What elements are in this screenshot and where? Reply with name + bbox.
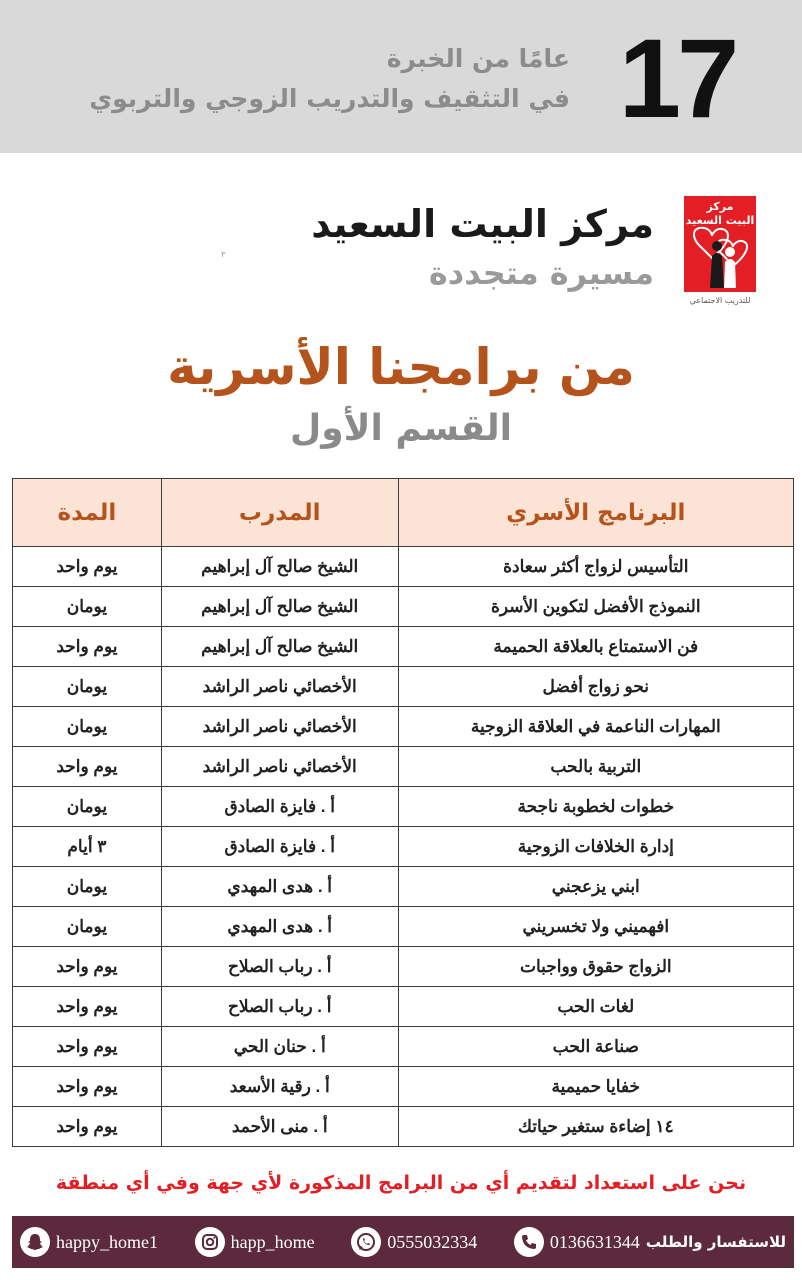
duration-cell: يوم واحد <box>13 947 162 987</box>
duration-cell: يوم واحد <box>13 747 162 787</box>
snapchat-icon <box>20 1227 50 1257</box>
trainer-cell: الأخصائي ناصر الراشد <box>161 667 398 707</box>
trainer-cell: أ . فايزة الصادق <box>161 827 398 867</box>
table-row <box>13 1027 794 1067</box>
years-number: 17 <box>618 16 736 141</box>
whatsapp-number: 0555032334 <box>387 1231 478 1252</box>
table-row <box>13 827 794 867</box>
logo-text-2: البيت السعيد <box>685 214 755 227</box>
duration-cell: يوم واحد <box>13 627 162 667</box>
table-row <box>13 707 794 747</box>
contact-bar <box>12 1216 794 1268</box>
center-name: مركز البيت السعيد <box>311 202 654 246</box>
table-row <box>13 587 794 627</box>
program-cell: إدارة الخلافات الزوجية <box>398 827 793 867</box>
header-program: البرنامج الأسري <box>398 479 793 547</box>
instagram-contact[interactable] <box>195 1227 315 1257</box>
whatsapp-icon <box>351 1227 381 1257</box>
trainer-cell: الشيخ صالح آل إبراهيم <box>161 587 398 627</box>
trainer-cell: أ . فايزة الصادق <box>161 787 398 827</box>
program-cell: نحو زواج أفضل <box>398 667 793 707</box>
duration-cell: يومان <box>13 787 162 827</box>
program-cell: خفايا حميمية <box>398 1067 793 1107</box>
trainer-cell: أ . رباب الصلاح <box>161 947 398 987</box>
table-row <box>13 667 794 707</box>
programs-table <box>12 478 794 1147</box>
snapchat-handle: happy_home1 <box>56 1231 158 1252</box>
duration-cell: يوم واحد <box>13 1067 162 1107</box>
header-trainer: المدرب <box>161 479 398 547</box>
duration-cell: يومان <box>13 867 162 907</box>
program-cell: ١٤ إضاءة ستغير حياتك <box>398 1107 793 1147</box>
page-title: من برامجنا الأسرية <box>167 338 635 396</box>
couple-heart-icon <box>684 196 756 292</box>
duration-cell: ٣ أيام <box>13 827 162 867</box>
snapchat-contact[interactable] <box>20 1227 158 1257</box>
program-cell: افهميني ولا تخسريني <box>398 907 793 947</box>
program-cell: صناعة الحب <box>398 1027 793 1067</box>
trainer-cell: الشيخ صالح آل إبراهيم <box>161 627 398 667</box>
duration-cell: يومان <box>13 907 162 947</box>
duration-cell: يوم واحد <box>13 1107 162 1147</box>
program-cell: الزواج حقوق وواجبات <box>398 947 793 987</box>
program-cell: خطوات لخطوبة ناجحة <box>398 787 793 827</box>
contact-label: للاستفسار والطلب <box>645 1233 786 1251</box>
table-row <box>13 547 794 587</box>
table-row <box>13 987 794 1027</box>
program-cell: فن الاستمتاع بالعلاقة الحميمة <box>398 627 793 667</box>
program-cell: النموذج الأفضل لتكوين الأسرة <box>398 587 793 627</box>
experience-line-1: عامًا من الخبرة <box>386 44 570 73</box>
trainer-cell: الأخصائي ناصر الراشد <box>161 707 398 747</box>
duration-cell: يومان <box>13 707 162 747</box>
table-row <box>13 867 794 907</box>
section-subtitle: القسم الأول <box>290 408 512 449</box>
duration-cell: يوم واحد <box>13 547 162 587</box>
phone-number: 0136631344 <box>549 1231 640 1252</box>
experience-banner <box>0 0 802 153</box>
trainer-cell: أ . رباب الصلاح <box>161 987 398 1027</box>
phone-icon <box>514 1227 544 1257</box>
instagram-handle: happ_home <box>230 1231 315 1252</box>
header-duration: المدة <box>13 479 162 547</box>
trainer-cell: أ . هدى المهدي <box>161 867 398 907</box>
duration-cell: يومان <box>13 667 162 707</box>
center-logo <box>680 196 760 314</box>
program-cell: لغات الحب <box>398 987 793 1027</box>
trainer-cell: أ . حنان الحي <box>161 1027 398 1067</box>
logo-text-1: مركز <box>706 200 734 213</box>
small-mark: ٣ <box>221 250 226 259</box>
phone-contact[interactable] <box>514 1227 786 1257</box>
table-row <box>13 1067 794 1107</box>
table-row <box>13 907 794 947</box>
program-cell: التأسيس لزواج أكثر سعادة <box>398 547 793 587</box>
table-row <box>13 747 794 787</box>
experience-line-2: في التثقيف والتدريب الزوجي والتربوي <box>89 84 570 113</box>
logo-red-box <box>684 196 756 292</box>
duration-cell: يوم واحد <box>13 987 162 1027</box>
table-row <box>13 627 794 667</box>
duration-cell: يوم واحد <box>13 1027 162 1067</box>
trainer-cell: الأخصائي ناصر الراشد <box>161 747 398 787</box>
duration-cell: يومان <box>13 587 162 627</box>
trainer-cell: الشيخ صالح آل إبراهيم <box>161 547 398 587</box>
trainer-cell: أ . رقية الأسعد <box>161 1067 398 1107</box>
trainer-cell: أ . منى الأحمد <box>161 1107 398 1147</box>
table-row <box>13 787 794 827</box>
trainer-cell: أ . هدى المهدي <box>161 907 398 947</box>
table-header-row <box>13 479 794 547</box>
program-cell: ابني يزعجني <box>398 867 793 907</box>
logo-footer-text: للتدريب الاجتماعي <box>689 296 751 305</box>
instagram-icon <box>195 1227 225 1257</box>
table-row <box>13 1107 794 1147</box>
program-cell: التربية بالحب <box>398 747 793 787</box>
whatsapp-contact[interactable] <box>351 1227 477 1257</box>
availability-note: نحن على استعداد لتقديم أي من البرامج المذكورة لأي جهة وفي أي منطقة <box>55 1172 747 1194</box>
program-cell: المهارات الناعمة في العلاقة الزوجية <box>398 707 793 747</box>
center-tagline: مسيرة متجددة <box>428 254 654 292</box>
table-row <box>13 947 794 987</box>
